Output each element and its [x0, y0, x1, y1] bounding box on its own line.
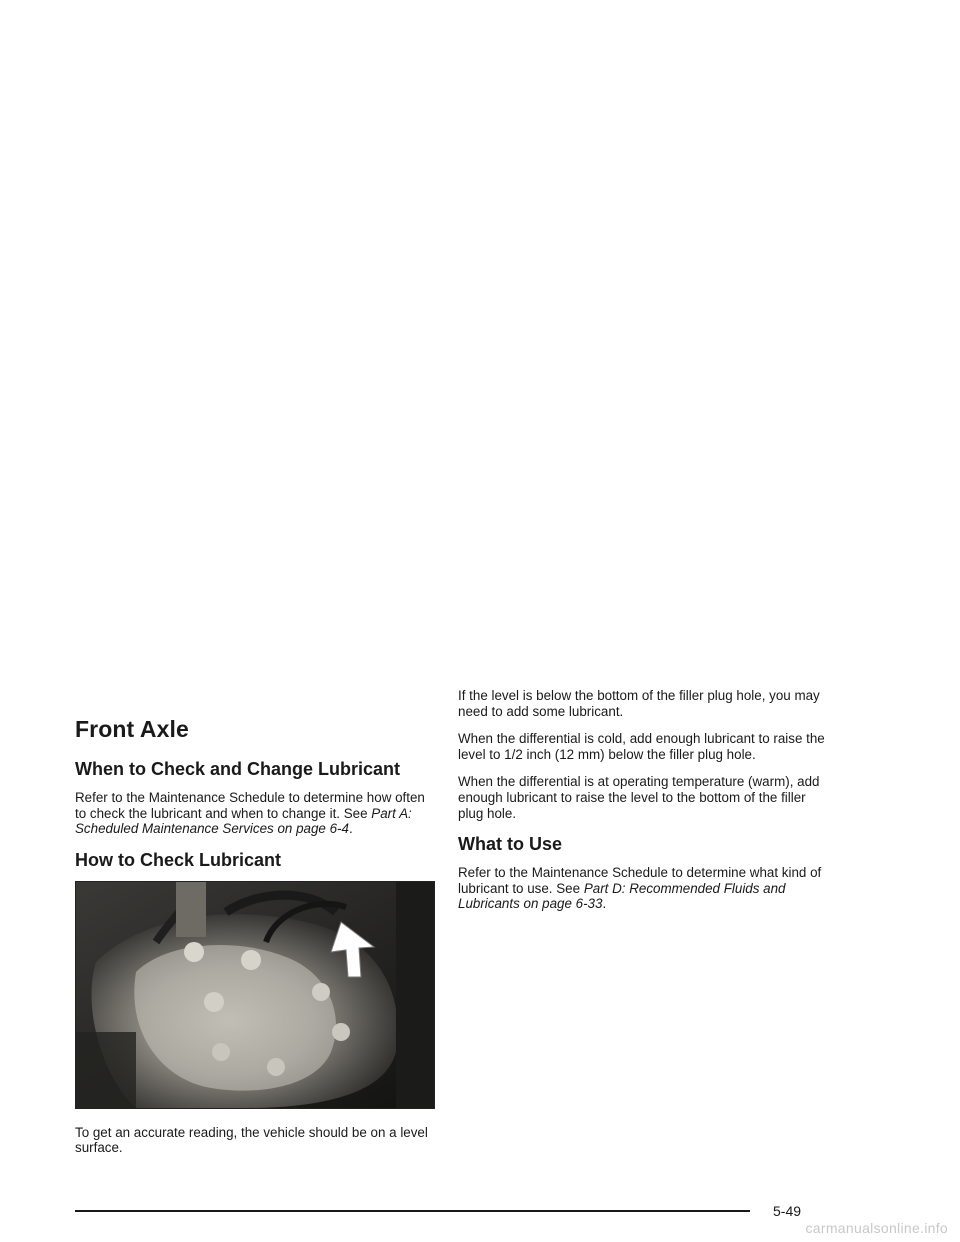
how-to-check-caption: To get an accurate reading, the vehicle should be on a level surface.: [75, 1124, 428, 1156]
footer-rule: [75, 1210, 750, 1212]
right-column: [458, 688, 828, 924]
left-column: [75, 716, 437, 1168]
what-to-use-body: Refer to the Maintenance Schedule to determine what kind of lubricant to use. See: [458, 865, 822, 896]
when-to-check-paragraph: Refer to the Maintenance Schedule to determine how often to check the lubricant and when to change it. See Part A: Scheduled Maintenance Services on page 6-4.: [75, 790, 425, 837]
warm-differential-paragraph: When the differential is at operating temperature (warm), add enough lubricant to raise the level to the bottom of the filler plug hole.: [458, 774, 820, 821]
what-to-use-paragraph: Refer to the Maintenance Schedule to determine what kind of lubricant to use. See Part D: Recommended Fluids and Lubricants on page 6-33.: [458, 865, 822, 912]
cold-differential-paragraph: When the differential is cold, add enough lubricant to raise the level to 1/2 inch (12 mm) below the filler plug hole.: [458, 731, 825, 762]
how-to-check-heading: How to Check Lubricant: [75, 849, 282, 870]
level-below-paragraph: If the level is below the bottom of the filler plug hole, you may need to add some lubricant.: [458, 688, 820, 719]
front-axle-photo: [75, 881, 435, 1109]
watermark: carmanualsonline.info: [805, 1220, 948, 1236]
what-to-use-heading: What to Use: [458, 834, 563, 855]
recommended-fluids-link[interactable]: Part D: Recommended Fluids and Lubricants on page 6-33: [458, 880, 786, 912]
when-to-check-body: Refer to the Maintenance Schedule to determine how often to check the lubricant and when to change it. See: [75, 790, 425, 821]
when-to-check-heading: When to Check and Change Lubricant: [75, 759, 401, 779]
page-number: 5-49: [773, 1203, 802, 1219]
scheduled-maintenance-link[interactable]: Part A: Scheduled Maintenance Services on page 6-4: [75, 805, 412, 837]
section-title: Front Axle: [75, 716, 189, 742]
